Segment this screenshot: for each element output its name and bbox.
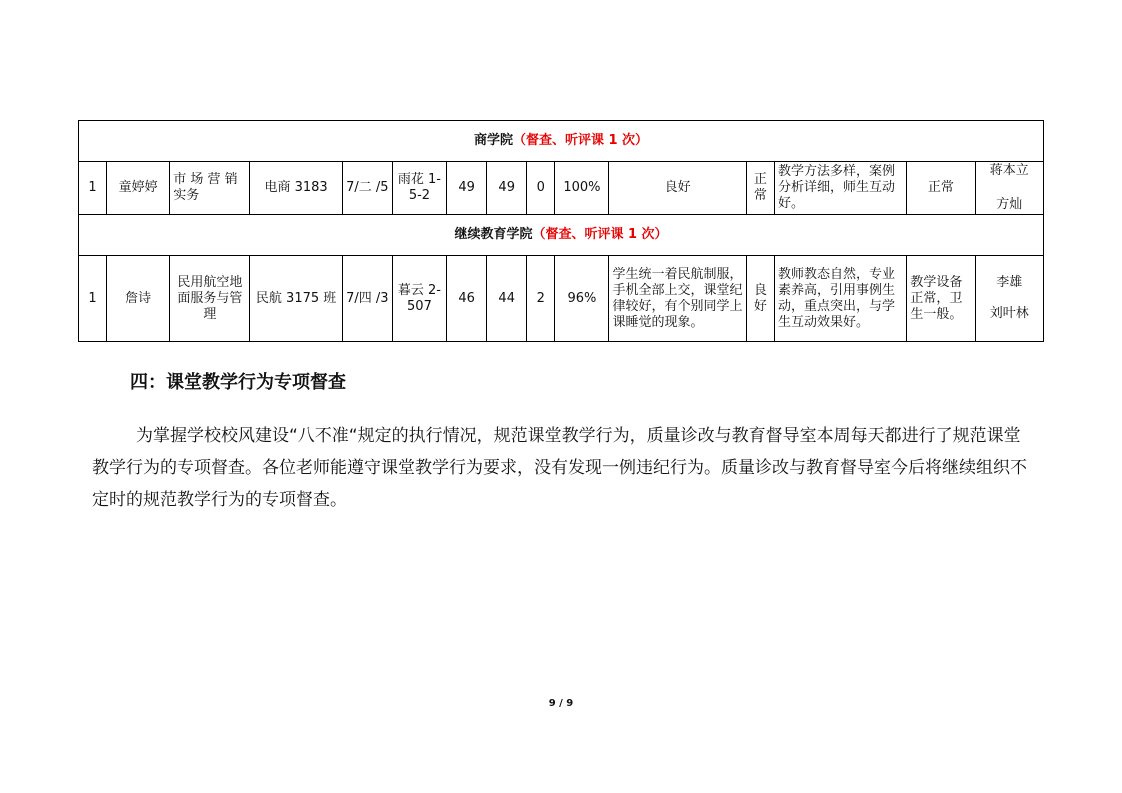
course-name: 民用航空地面服务与管理 — [170, 256, 250, 342]
rating: 正 常 — [746, 162, 774, 215]
table-row — [79, 162, 1044, 215]
table-row — [79, 256, 1044, 342]
section-note: （督查、听评课 1 次） — [512, 133, 649, 148]
actual-count: 49 — [487, 162, 527, 215]
section-header-row — [79, 121, 1044, 162]
expected-count: 46 — [447, 256, 487, 342]
inspectors-cell — [975, 162, 1043, 215]
classroom: 暮云 2-507 — [392, 256, 446, 342]
course-name: 市 场 营 销 实务 — [170, 162, 250, 215]
rating: 良 好 — [746, 256, 774, 342]
class-name: 民航 3175 班 — [250, 256, 342, 342]
inspectors-cell — [975, 256, 1043, 342]
class-name: 电商 3183 — [250, 162, 342, 215]
classroom: 雨花 1-5-2 — [392, 162, 446, 215]
absent-count: 0 — [527, 162, 555, 215]
row-index: 1 — [79, 256, 107, 342]
discipline-note: 良好 — [609, 162, 746, 215]
section-header-row — [79, 215, 1044, 256]
actual-count: 44 — [487, 256, 527, 342]
teaching-comment: 教学方法多样，案例分析详细，师生互动好。 — [774, 162, 906, 215]
inspector-name: 李雄 — [996, 275, 1023, 290]
teacher-name: 詹诗 — [107, 256, 170, 342]
page-number: 9 / 9 — [548, 698, 574, 709]
class-date: 7/二 /5 — [342, 162, 392, 215]
section-heading: 四：课堂教学行为专项督查 — [130, 372, 346, 393]
equipment-status: 正常 — [907, 162, 975, 215]
absent-count: 2 — [527, 256, 555, 342]
class-date: 7/四 /3 — [342, 256, 392, 342]
teacher-name: 童婷婷 — [107, 162, 170, 215]
row-index: 1 — [79, 162, 107, 215]
section-title-cell — [79, 215, 1044, 256]
expected-count: 49 — [447, 162, 487, 215]
section-title: 商学院 — [473, 133, 513, 148]
discipline-note: 学生统一着民航制服，手机全部上交，课堂纪律较好，有个别同学上课睡觉的现象。 — [609, 256, 746, 342]
inspector-name: 蒋本立 — [989, 163, 1029, 178]
attendance-rate: 96% — [555, 256, 609, 342]
section-title: 继续教育学院 — [454, 227, 533, 242]
body-paragraph: 为掌握学校校风建设“八不准“规定的执行情况，规范课堂教学行为，质量诊改与教育督导室本周每天都进行了规范课堂教学行为的专项督查。各位老师能遵守课堂教学行为要求，没有发现一例违纪行为。质量诊改与教育督导室今后将继续组织不定时的规范教学行为的专项督查。 — [92, 426, 1027, 510]
inspector-name: 方灿 — [996, 197, 1023, 212]
inspector-name: 刘叶林 — [989, 306, 1029, 321]
section-title-cell — [79, 121, 1044, 162]
attendance-rate: 100% — [555, 162, 609, 215]
equipment-status: 教学设备正常，卫生一般。 — [907, 256, 975, 342]
teaching-comment: 教师教态自然，专业素养高，引用事例生动，重点突出，与学生互动效果好。 — [774, 256, 906, 342]
section-note: （督查、听评课 1 次） — [532, 227, 668, 242]
inspection-table — [78, 120, 1044, 342]
